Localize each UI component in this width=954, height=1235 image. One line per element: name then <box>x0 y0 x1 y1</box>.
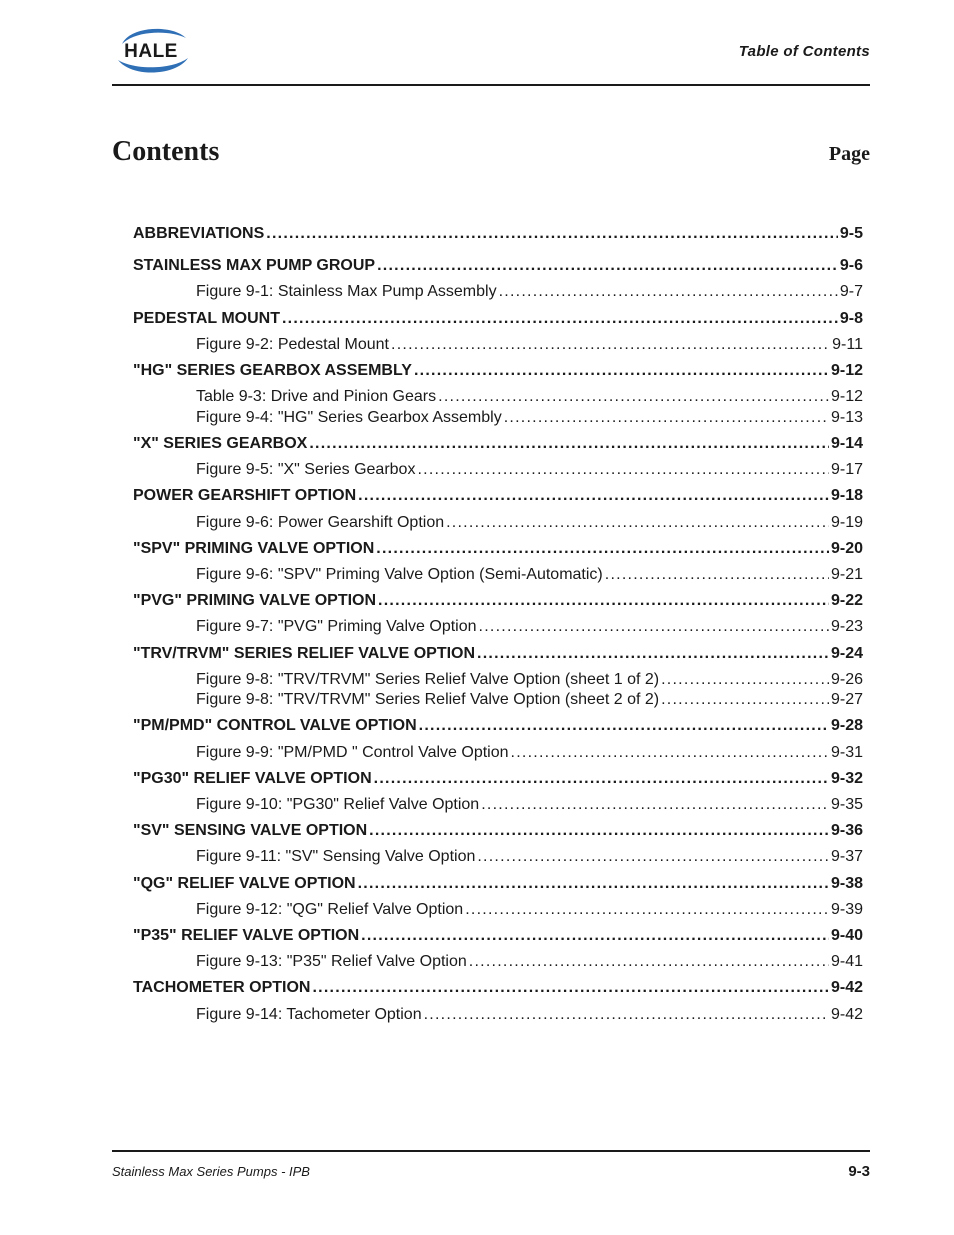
dot-leader <box>499 283 838 301</box>
toc-entry-page: 9-8 <box>839 310 863 327</box>
toc-entry-page: 9-6 <box>839 257 863 274</box>
page-column-heading: Page <box>828 143 870 165</box>
toc-entry-label: Figure 9-5: "X" Series Gearbox <box>196 461 416 478</box>
dot-leader <box>414 362 829 380</box>
toc-entry-label: PEDESTAL MOUNT <box>133 310 280 327</box>
dot-leader <box>469 953 829 971</box>
toc-entry-page: 9-42 <box>830 979 863 996</box>
toc-entry-label: STAINLESS MAX PUMP GROUP <box>133 257 376 274</box>
dot-leader <box>358 875 829 893</box>
toc-section-entry[interactable] <box>133 310 863 330</box>
toc-section-entry[interactable] <box>133 362 863 382</box>
dot-leader <box>391 336 830 354</box>
toc-figure-entry[interactable] <box>196 336 863 356</box>
toc-entry-label: "PVG" PRIMING VALVE OPTION <box>133 592 377 609</box>
toc-entry-page: 9-35 <box>830 796 863 813</box>
footer-page-number: 9-3 <box>848 1163 870 1180</box>
toc-entry-label: Figure 9-11: "SV" Sensing Valve Option <box>196 848 476 865</box>
toc-entry-page: 9-31 <box>830 744 863 761</box>
toc-entry-page: 9-7 <box>839 283 863 300</box>
toc-entry-page: 9-22 <box>830 592 863 609</box>
dot-leader <box>358 487 829 505</box>
toc-entry-page: 9-14 <box>830 435 863 452</box>
toc-entry-label: Figure 9-9: "PM/PMD " Control Valve Option <box>196 744 509 761</box>
dot-leader <box>446 514 829 532</box>
toc-entry-label: Figure 9-8: "TRV/TRVM" Series Relief Valve Option (sheet 1 of 2) <box>196 671 660 688</box>
toc-entry-page: 9-39 <box>830 901 863 918</box>
toc-figure-entry[interactable] <box>196 953 863 973</box>
toc-entry-page: 9-28 <box>830 717 863 734</box>
toc-figure-entry[interactable] <box>196 388 863 408</box>
toc-entry-label: Figure 9-14: Tachometer Option <box>196 1006 422 1023</box>
toc-entry-label: "P35" RELIEF VALVE OPTION <box>133 927 360 944</box>
toc-figure-entry[interactable] <box>196 796 863 816</box>
dot-leader <box>361 927 829 945</box>
dot-leader <box>266 225 838 243</box>
toc-section-entry[interactable] <box>133 257 863 277</box>
header-title: Table of Contents <box>738 43 870 60</box>
dot-leader <box>661 691 829 709</box>
toc-entry-label: "QG" RELIEF VALVE OPTION <box>133 875 356 892</box>
dot-leader <box>661 671 829 689</box>
toc-figure-entry[interactable] <box>196 848 863 868</box>
header-rule <box>112 84 870 86</box>
dot-leader <box>374 770 829 788</box>
footer-rule <box>112 1150 870 1152</box>
toc-figure-entry[interactable] <box>196 744 863 764</box>
dot-leader <box>417 461 829 479</box>
toc-entry-page: 9-41 <box>830 953 863 970</box>
toc-entry-label: "SV" SENSING VALVE OPTION <box>133 822 368 839</box>
toc-figure-entry[interactable] <box>196 566 863 586</box>
toc-entry-page: 9-26 <box>830 671 863 688</box>
toc-entry-label: Figure 9-8: "TRV/TRVM" Series Relief Valve Option (sheet 2 of 2) <box>196 691 660 708</box>
toc-section-entry[interactable] <box>133 770 863 790</box>
toc-figure-entry[interactable] <box>196 901 863 921</box>
footer-document-title: Stainless Max Series Pumps - IPB <box>112 1164 310 1179</box>
dot-leader <box>479 618 829 636</box>
toc-entry-page: 9-5 <box>839 225 863 242</box>
toc-entry-page: 9-23 <box>830 618 863 635</box>
toc-figure-entry[interactable] <box>196 671 863 691</box>
toc-entry-label: Figure 9-13: "P35" Relief Valve Option <box>196 953 467 970</box>
toc-entry-page: 9-17 <box>830 461 863 478</box>
toc-entry-page: 9-42 <box>830 1006 863 1023</box>
toc-entry-label: Table 9-3: Drive and Pinion Gears <box>196 388 437 405</box>
toc-entry-label: "PG30" RELIEF VALVE OPTION <box>133 770 372 787</box>
toc-section-entry[interactable] <box>133 717 863 737</box>
toc-section-entry[interactable] <box>133 435 863 455</box>
toc-section-entry[interactable] <box>133 487 863 507</box>
toc-entry-label: Figure 9-6: Power Gearshift Option <box>196 514 445 531</box>
toc-entry-page: 9-12 <box>830 362 863 379</box>
toc-entry-page: 9-27 <box>830 691 863 708</box>
dot-leader <box>465 901 829 919</box>
toc-entry-page: 9-13 <box>830 409 863 426</box>
toc-entry-page: 9-12 <box>830 388 863 405</box>
toc-entry-page: 9-36 <box>830 822 863 839</box>
dot-leader <box>369 822 829 840</box>
toc-section-entry[interactable] <box>133 927 863 947</box>
toc-entry-label: "HG" SERIES GEARBOX ASSEMBLY <box>133 362 412 379</box>
toc-entry-label: "TRV/TRVM" SERIES RELIEF VALVE OPTION <box>133 645 476 662</box>
toc-entry-label: Figure 9-4: "HG" Series Gearbox Assembly <box>196 409 502 426</box>
toc-figure-entry[interactable] <box>196 618 863 638</box>
toc-entry-page: 9-20 <box>830 540 863 557</box>
dot-leader <box>312 979 828 997</box>
toc-entry-page: 9-32 <box>830 770 863 787</box>
dot-leader <box>477 848 829 866</box>
toc-entry-page: 9-21 <box>830 566 863 583</box>
toc-section-entry[interactable] <box>133 540 863 560</box>
toc-figure-entry[interactable] <box>196 1006 863 1026</box>
toc-figure-entry[interactable] <box>196 461 863 481</box>
logo-text: HALE <box>124 41 178 62</box>
dot-leader <box>282 310 838 328</box>
toc-entry-page: 9-11 <box>832 336 863 353</box>
toc-section-entry[interactable] <box>133 645 863 665</box>
toc-entry-page: 9-38 <box>830 875 863 892</box>
toc-entry-label: "PM/PMD" CONTROL VALVE OPTION <box>133 717 417 734</box>
toc-section-entry[interactable] <box>133 592 863 612</box>
toc-section-entry[interactable] <box>133 822 863 842</box>
toc-entry-label: Figure 9-1: Stainless Max Pump Assembly <box>196 283 497 300</box>
toc-section-entry[interactable] <box>133 225 863 245</box>
toc-entry-label: TACHOMETER OPTION <box>133 979 311 996</box>
dot-leader <box>419 717 829 735</box>
toc-entry-label: Figure 9-2: Pedestal Mount <box>196 336 389 353</box>
toc-figure-entry[interactable] <box>196 409 863 429</box>
toc-entry-label: Figure 9-6: "SPV" Priming Valve Option (Semi-Automatic) <box>196 566 603 583</box>
dot-leader <box>377 257 838 275</box>
toc-entry-label: "SPV" PRIMING VALVE OPTION <box>133 540 375 557</box>
toc-entry-label: Figure 9-10: "PG30" Relief Valve Option <box>196 796 480 813</box>
toc-entry-label: POWER GEARSHIFT OPTION <box>133 487 357 504</box>
toc-entry-page: 9-19 <box>830 514 863 531</box>
toc-entry-label: "X" SERIES GEARBOX <box>133 435 308 452</box>
toc-figure-entry[interactable] <box>196 691 863 711</box>
toc-figure-entry[interactable] <box>196 514 863 534</box>
toc-section-entry[interactable] <box>133 875 863 895</box>
dot-leader <box>309 435 829 453</box>
hale-logo <box>108 22 194 78</box>
contents-heading: Contents <box>112 136 220 167</box>
toc-entry-page: 9-24 <box>830 645 863 662</box>
toc-entry-label: Figure 9-12: "QG" Relief Valve Option <box>196 901 464 918</box>
dot-leader <box>605 566 829 584</box>
dot-leader <box>376 540 829 558</box>
toc-entry-page: 9-37 <box>830 848 863 865</box>
toc-section-entry[interactable] <box>133 979 863 999</box>
dot-leader <box>424 1006 829 1024</box>
toc-entry-label: Figure 9-7: "PVG" Priming Valve Option <box>196 618 477 635</box>
dot-leader <box>481 796 829 814</box>
dot-leader <box>378 592 829 610</box>
toc-entry-page: 9-18 <box>830 487 863 504</box>
dot-leader <box>438 388 829 406</box>
dot-leader <box>477 645 829 663</box>
dot-leader <box>511 744 829 762</box>
toc-figure-entry[interactable] <box>196 283 863 303</box>
toc-entry-page: 9-40 <box>830 927 863 944</box>
toc-entry-label: ABBREVIATIONS <box>133 225 265 242</box>
dot-leader <box>504 409 829 427</box>
